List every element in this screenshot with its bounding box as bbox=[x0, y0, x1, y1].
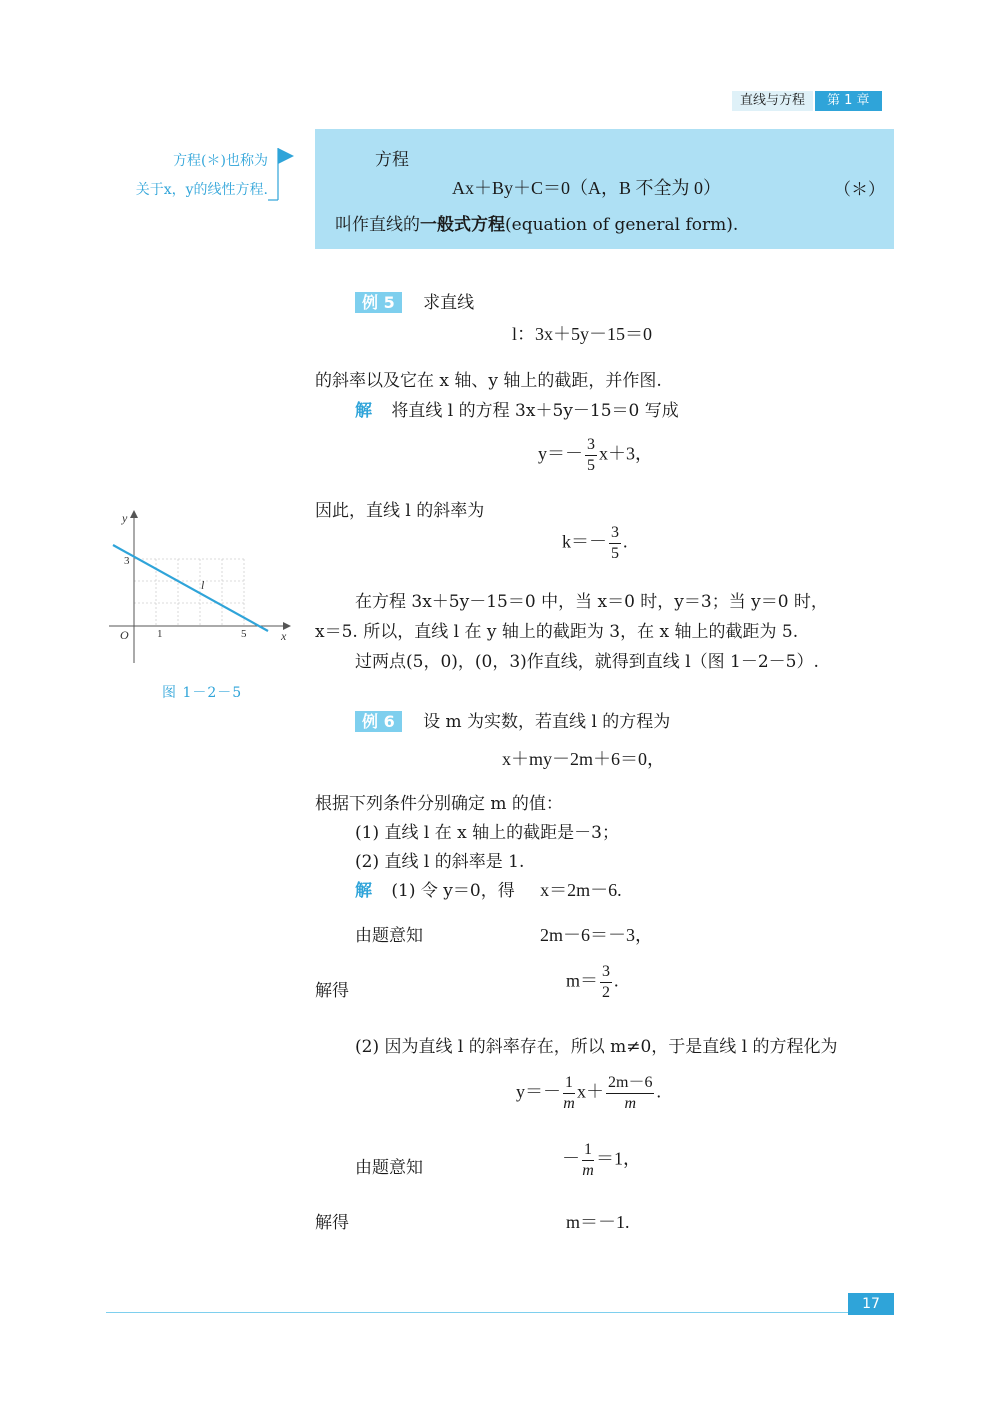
definition-equation: Ax＋By＋C＝0（A，B 不全为 0） bbox=[452, 178, 722, 198]
example-5-heading bbox=[355, 288, 474, 313]
eq-end: . bbox=[623, 531, 628, 552]
example-5-prompt: 求直线 bbox=[423, 293, 475, 313]
fraction-numerator: 3 bbox=[585, 437, 597, 456]
margin-note bbox=[108, 147, 268, 205]
tick-label-y-3: 3 bbox=[124, 555, 130, 567]
fraction-numerator: 1 bbox=[563, 1075, 575, 1094]
y-axis-label: y bbox=[122, 511, 128, 525]
grid bbox=[134, 559, 244, 626]
footer-rule bbox=[106, 1312, 894, 1313]
solve-label-2: 解得 bbox=[315, 1213, 349, 1233]
example-6-solution-1 bbox=[355, 876, 622, 902]
example-5-paragraph-1: 在方程 3x＋5y－15＝0 中，当 x＝0 时，y＝3；当 y＝0 时， bbox=[355, 592, 828, 612]
eq-lhs: y＝－ bbox=[538, 443, 583, 464]
example-6-badge: 例 6 bbox=[355, 711, 402, 732]
example-5-solution bbox=[355, 396, 679, 421]
result-m-1 bbox=[566, 964, 619, 1001]
example-6-condition: 根据下列条件分别确定 m 的值： bbox=[315, 794, 563, 814]
fraction-denominator: 5 bbox=[611, 545, 619, 562]
solution-label: 解 bbox=[355, 881, 372, 901]
example-6-prompt: 设 m 为实数，若直线 l 的方程为 bbox=[423, 712, 671, 732]
example-5-paragraph-3: 过两点(5，0)，(0，3)作直线，就得到直线 l（图 1－2－5）. bbox=[355, 652, 819, 672]
fraction-denominator: m bbox=[582, 1162, 594, 1179]
fraction-denominator: 5 bbox=[587, 457, 595, 474]
line-label-l: l bbox=[201, 578, 205, 592]
fraction-numerator: 2m－6 bbox=[606, 1075, 654, 1094]
eq-end: . bbox=[614, 970, 619, 991]
margin-note-line-1: 方程(＊)也称为 bbox=[173, 153, 268, 169]
fraction bbox=[585, 437, 597, 474]
fraction bbox=[600, 964, 612, 1001]
equation-slope-k bbox=[562, 525, 628, 562]
margin-note-pointer-icon bbox=[268, 144, 296, 204]
eq-lhs: m＝ bbox=[566, 970, 599, 991]
eq-end: . bbox=[656, 1081, 661, 1102]
example-6-condition-2: (2) 直线 l 的斜率是 1. bbox=[355, 852, 525, 872]
eq-lhs: － bbox=[562, 1148, 580, 1169]
eq-rhs: ＝1， bbox=[596, 1148, 641, 1169]
slope-statement: 因此，直线 l 的斜率为 bbox=[315, 501, 485, 521]
margin-note-line-2: 关于x，y的线性方程. bbox=[135, 182, 268, 198]
definition-statement bbox=[335, 210, 738, 235]
tick-label-x-5: 5 bbox=[241, 628, 247, 640]
known-equation-2 bbox=[562, 1142, 641, 1179]
fraction bbox=[606, 1075, 654, 1112]
known-equation-1: 2m－6＝－3， bbox=[540, 925, 654, 945]
fraction bbox=[582, 1142, 594, 1179]
eq-rhs: x＋3， bbox=[599, 443, 653, 464]
section-title: 直线与方程 bbox=[732, 91, 813, 111]
fraction-denominator: 2 bbox=[602, 984, 611, 1001]
definition-lead: 叫作直线的 bbox=[335, 215, 420, 235]
equation-y-in-m bbox=[516, 1075, 661, 1112]
known-label-2: 由题意知 bbox=[355, 1158, 423, 1178]
example-6-condition-1: (1) 直线 l 在 x 轴上的截距是－3； bbox=[355, 823, 619, 843]
fraction-denominator: m bbox=[563, 1095, 575, 1112]
equation-tag: （＊） bbox=[834, 180, 885, 200]
line-l bbox=[113, 545, 268, 631]
known-label-1: 由题意知 bbox=[355, 926, 423, 946]
example-5-paragraph-2: x＝5. 所以，直线 l 在 y 轴上的截距为 3，在 x 轴上的截距为 5. bbox=[315, 622, 799, 642]
y-axis-arrow-icon bbox=[130, 510, 138, 518]
eq-lhs: y＝－ bbox=[516, 1081, 561, 1102]
fraction-numerator: 3 bbox=[609, 525, 621, 544]
figure-caption: 图 1－2－5 bbox=[162, 685, 243, 701]
example-5-question: 的斜率以及它在 x 轴、y 轴上的截距，并作图. bbox=[315, 371, 662, 391]
solution-step-1: 将直线 l 的方程 3x＋5y－15＝0 写成 bbox=[391, 401, 679, 421]
solution-label: 解 bbox=[355, 401, 372, 421]
eq-lhs: k＝－ bbox=[562, 531, 607, 552]
x-axis-label: x bbox=[281, 629, 287, 643]
fraction bbox=[609, 525, 621, 562]
definition-intro: 方程 bbox=[375, 150, 409, 170]
tick-label-x-1: 1 bbox=[157, 628, 163, 640]
definition-term: 一般式方程 bbox=[420, 215, 505, 235]
example-6-heading bbox=[355, 707, 670, 732]
running-head bbox=[732, 91, 882, 111]
solution-1-text: (1) 令 y＝0，得 bbox=[391, 881, 515, 901]
page-number: 17 bbox=[848, 1293, 894, 1315]
solution-1-equation: x＝2m－6. bbox=[540, 880, 622, 900]
example-6-solution-2: (2) 因为直线 l 的斜率存在，所以 m≠0，于是直线 l 的方程化为 bbox=[355, 1037, 838, 1057]
fraction-numerator: 1 bbox=[582, 1142, 594, 1161]
example-5-line-equation: l：3x＋5y－15＝0 bbox=[512, 324, 653, 344]
fraction bbox=[563, 1075, 575, 1112]
fraction-denominator: m bbox=[624, 1095, 636, 1112]
solve-label-1: 解得 bbox=[315, 981, 349, 1001]
result-m-2: m＝－1. bbox=[566, 1212, 630, 1232]
definition-english: (equation of general form). bbox=[505, 215, 739, 235]
chapter-badge: 第 1 章 bbox=[815, 91, 882, 111]
fraction-numerator: 3 bbox=[600, 964, 612, 983]
eq-mid: x＋ bbox=[577, 1081, 604, 1102]
figure-1-2-5 bbox=[105, 508, 295, 668]
example-6-line-equation: x＋my－2m＋6＝0， bbox=[502, 749, 666, 769]
origin-label: O bbox=[120, 628, 129, 642]
equation-y-slope-intercept bbox=[538, 437, 653, 474]
example-5-badge: 例 5 bbox=[355, 292, 402, 313]
